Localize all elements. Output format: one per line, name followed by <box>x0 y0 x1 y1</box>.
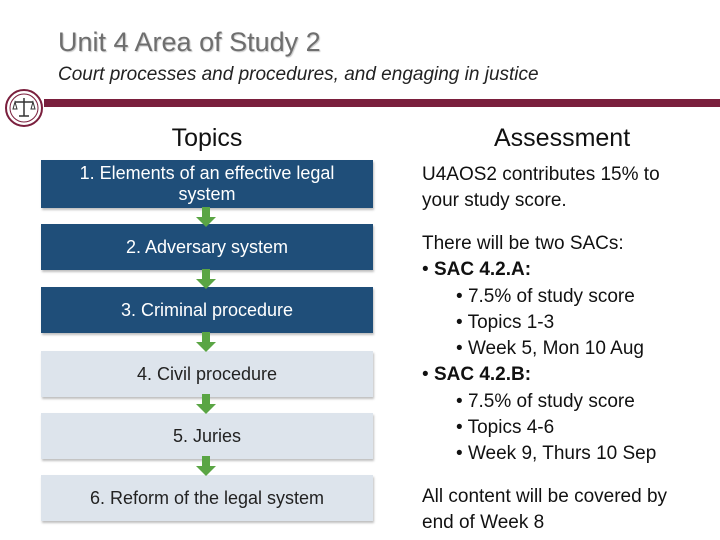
assessment-footer-line: All content will be covered by <box>422 486 668 507</box>
assessment-intro-line: your study score. <box>422 190 567 212</box>
down-arrow-icon <box>196 207 216 227</box>
topic-3-label: 3. Criminal procedure <box>120 299 294 320</box>
topic-6-box <box>41 475 373 521</box>
topic-5-box <box>41 413 373 459</box>
topic-1-label: 1. Elements of an effective legal <box>79 163 335 183</box>
sac-a-detail-text: Week 5, Mon 10 Aug <box>467 338 644 360</box>
topic-3-box <box>41 287 373 333</box>
assessment-intro-line: U4AOS2 contributes 15% to <box>422 164 660 185</box>
sac-b-item <box>422 362 656 388</box>
down-arrow-icon <box>196 456 216 476</box>
topic-2-box <box>41 224 373 270</box>
topic-4-label: 4. Civil procedure <box>136 363 278 384</box>
topic-2-label: 2. Adversary system <box>125 236 289 257</box>
assessment-intro <box>422 162 660 215</box>
sacs-intro: There will be two SACs: <box>422 233 624 254</box>
topic-6-label: 6. Reform of the legal system <box>89 487 325 508</box>
down-arrow-icon <box>196 269 216 289</box>
page-title: Unit 4 Area of Study 2 <box>58 27 321 57</box>
assessment-heading: Assessment <box>494 124 631 152</box>
assessment-footer-line: end of Week 8 <box>422 512 545 534</box>
sac-b-label: SAC 4.2.B: <box>433 364 532 386</box>
topic-1-label-cont: system <box>178 184 236 204</box>
sac-a-item <box>422 257 656 283</box>
sac-b-detail: • 7.5% of study score <box>456 390 635 412</box>
sac-b-detail-text: Week 9, Thurs 10 Sep <box>467 443 657 465</box>
title-divider <box>44 99 720 107</box>
topic-1-box <box>41 160 373 208</box>
topics-heading: Topics <box>171 124 243 152</box>
page-subtitle: Court processes and procedures, and engaging in justice <box>58 64 539 85</box>
topic-5-label: 5. Juries <box>172 425 242 446</box>
sac-a-detail-text: 7.5% of study score <box>467 285 635 307</box>
down-arrow-icon <box>196 332 216 352</box>
sac-b-detail: • Week 9, Thurs 10 Sep <box>456 443 657 465</box>
sac-b-detail-text: 7.5% of study score <box>467 390 635 412</box>
sac-a-detail: • Topics 1-3 <box>456 311 555 333</box>
sac-a-detail-text: Topics 1-3 <box>467 311 555 333</box>
topic-4-box <box>41 351 373 397</box>
sac-b-detail: • Topics 4-6 <box>456 417 555 439</box>
sac-a-label: SAC 4.2.A: <box>433 259 532 281</box>
bullet: • <box>422 364 429 386</box>
assessment-footer <box>422 484 667 537</box>
sac-a-detail: • 7.5% of study score <box>456 285 635 307</box>
scales-of-justice-icon <box>4 88 44 128</box>
sac-a-detail: • Week 5, Mon 10 Aug <box>456 338 644 360</box>
down-arrow-icon <box>196 394 216 414</box>
bullet: • <box>422 259 429 281</box>
sac-b-detail-text: Topics 4-6 <box>467 417 555 439</box>
sac-list <box>422 231 656 468</box>
